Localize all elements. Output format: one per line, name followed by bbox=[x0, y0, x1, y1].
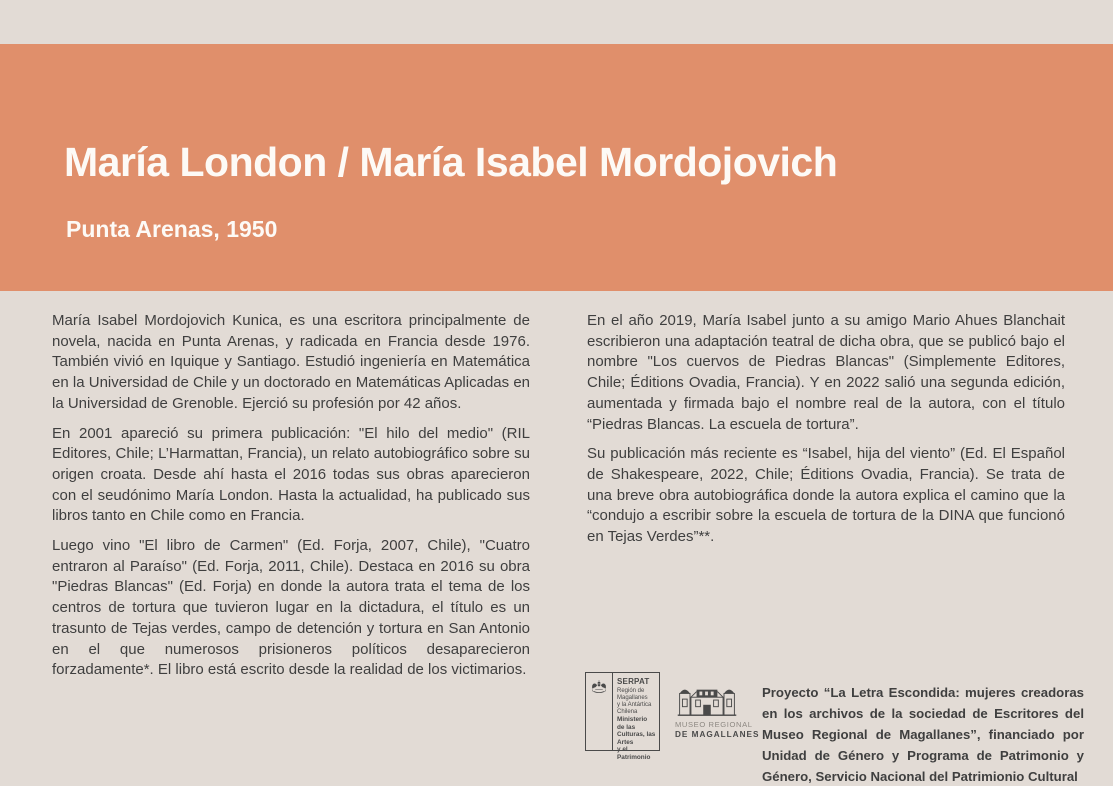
serpat-logo-text-cell bbox=[613, 673, 659, 761]
serpat-logo-region bbox=[617, 688, 656, 716]
right-column bbox=[587, 311, 1065, 690]
project-credit-text: Proyecto “La Letra Escondida: mujeres creadoras en los archivos de la sociedad de Escritores del Museo Regional de Magallanes”, financiado por Unidad de Género y Programa de Patrimonio y Género, Servicio Nacional del Patrimionio Cultural bbox=[762, 685, 1084, 784]
museo-logo-line2: DE MAGALLANES bbox=[675, 730, 760, 739]
paragraph-bio-intro: María Isabel Mordojovich Kunica, es una escritora principalmente de novela, nacida en Punta Arenas, y radicada en Francia desde 1976. También vivió en Iquique y Santiago. Estudió ingeniería en Matemática en la Universidad de Chile y un doctorado en Matemáticas Aplicadas en la Universidad de Grenoble. Ejerció su profesión por 42 años. bbox=[52, 312, 530, 412]
serpat-ministry-line3: y el Patrimonio bbox=[617, 746, 651, 761]
serpat-logo-name: SERPAT bbox=[617, 677, 650, 686]
body-text-columns bbox=[52, 311, 1066, 690]
page-subtitle: Punta Arenas, 1950 bbox=[66, 216, 278, 242]
serpat-region-line1: Región de Magallanes bbox=[617, 688, 648, 701]
serpat-ministry-line2: Culturas, las Artes bbox=[617, 731, 656, 746]
museo-regional-logo bbox=[675, 684, 760, 739]
paragraph-recent-publication: Su publicación más reciente es “Isabel, hija del viento” (Ed. El Español de Shakespeare, 2022, Chile; Éditions Ovadia, Francia). Se trata de una breve obra autobiográfica donde la autora explica el camino que la “condujo a escribir sobre la escuela de tortura de la DINA que funcionó en Tejas Verdes”**. bbox=[587, 445, 1065, 546]
museum-building-icon bbox=[675, 684, 745, 718]
serpat-logo-emblem-cell bbox=[586, 673, 613, 750]
page-title: María London / María Isabel Mordojovich bbox=[64, 139, 838, 185]
left-column bbox=[52, 311, 530, 690]
serpat-logo-ministry bbox=[617, 716, 656, 762]
serpat-ministry-line1: Ministerio de las bbox=[617, 716, 648, 731]
museo-logo-line1: MUSEO REGIONAL bbox=[675, 720, 753, 729]
paragraph-theatre-adaptation: En el año 2019, María Isabel junto a su amigo Mario Ahues Blanchait escribieron una adaptación teatral de dicha obra, que se publicó bajo el nombre "Los cuervos de Piedras Blancas" (Simplemente Editores, Chile; Éditions Ovadia, Francia). Y en 2022 salió una segunda edición, aumentada y firmada bajo el nombre real de la autora, con el título “Piedras Blancas. La escuela de tortura”. bbox=[587, 312, 1065, 433]
chile-coat-of-arms-icon bbox=[589, 679, 609, 695]
serpat-region-line2: y la Antártica Chilena bbox=[617, 702, 652, 715]
paragraph-first-publication: En 2001 apareció su primera publicación: "El hilo del medio" (RIL Editores, Chile; L’Harmattan, Francia), un relato autobiográfico sobre su origen croata. Desde ahí hasta el 2016 todas sus obras aparecieron con el seudónimo María London. Hasta la actualidad, ha publicado sus libros tanto en Chile como en Francia. bbox=[52, 424, 530, 525]
header-band bbox=[0, 44, 1113, 291]
paragraph-later-works: Luego vino "El libro de Carmen" (Ed. Forja, 2007, Chile), "Cuatro entraron al Paraíso" (Ed. Forja, 2011, Chile). Destaca en 2016 su obra "Piedras Blancas" (Ed. Forja) en donde la autora trata el tema de los centros de tortura que tuvieron lugar en la dictadura, el título es un trasunto de Tejas verdes, campo de detención y tortura en San Antonio en el que numerosos prisioneros políticos desaparecieron forzadamente*. El libro está escrito desde la realidad de los victimarios. bbox=[52, 537, 530, 679]
serpat-logo bbox=[585, 672, 660, 761]
